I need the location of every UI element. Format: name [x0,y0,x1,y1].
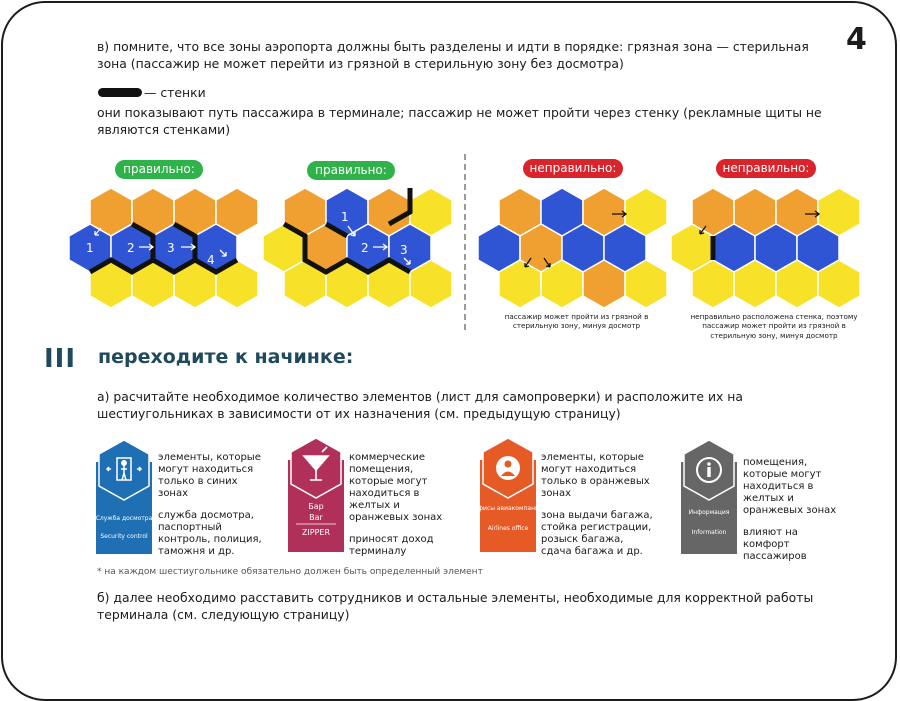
footnote: * на каждом шестиугольнике обязательно должен быть определенный элемент [97,567,483,577]
verdict-badge-1: правильно: [115,160,203,179]
step-label: 1 [341,210,349,224]
verdict-badge-4: неправильно: [716,159,816,178]
security-description: элементы, которые могут находиться только в синих зонах служба досмотра, паспортный контроль, полиция, таможня и др. [158,452,262,557]
wall-legend-label: — стенки [144,85,206,100]
card-label-en: Bar [309,513,323,522]
hex-diagram-2 [263,188,452,308]
card-label-en: Airlines office [487,525,529,532]
step-label: 1 [86,241,94,255]
caption-wrong-1: пассажир может пройти из грязной в стерильную зону, минуя досмотр [504,312,649,331]
page-number: 4 [846,22,867,57]
step-label: 4 [207,253,215,267]
task-a: а) расчитайте необходимое количество элементов (лист для самопроверки) и расположите их на шестиугольниках в зависимости от их назначения (см. предыдущую страницу) [97,389,744,421]
airlines-card [473,434,543,554]
card-label: Бар [308,502,324,511]
bar-card [286,434,346,554]
card-brand: ZIPPER [301,528,331,537]
card-label: Информация [688,509,730,516]
card-label-en: Security control [100,533,148,540]
hex-diagram-3 [478,188,667,308]
section-title: переходите к начинке: [98,346,354,368]
hex-diagram-4 [671,188,860,308]
card-label: Служба досмотра [95,515,153,522]
step-label: 2 [127,241,135,255]
caption-wrong-2: неправильно расположена стенка, поэтому пассажир может пройти из грязной в стерильную зону, минуя досмотр [690,312,858,340]
hex-diagrams [0,0,900,340]
step-label: 2 [361,241,369,255]
walls-description: они показывают путь пассажира в терминале; пассажир не может пройти через стенку (рекламные щиты не являются стенками) [97,105,822,137]
hex-diagram-1 [69,188,258,308]
person-icon [496,456,520,480]
section-number: III [44,344,77,374]
card-label: Офисы авиакомпаний [473,505,543,512]
airlines-description: элементы, которые могут находиться только в оранжевых зонах зона выдачи багажа, стойка регистрации, розыск багажа, сдача багажа и др. [541,452,653,557]
info-card [679,436,739,556]
step-label: 3 [400,243,408,257]
intro-paragraph: в) помните, что все зоны аэропорта должны быть разделены и идти в порядке: грязная зона — стерильная зона (пассажир не может перейти из грязной в стерильную зону без досмотра) [97,39,809,71]
step-label: 3 [167,241,175,255]
info-description: помещения, которые могут находиться в желтых и оранжевых зонах влияют на комфорт пассажиров [743,457,837,562]
verdict-badge-2: правильно: [307,161,395,180]
verdict-badge-3: неправильно: [523,159,623,178]
card-label-en: Information [691,529,727,536]
security-card [94,436,154,556]
bar-description: коммерческие помещения, которые могут находиться в желтых и оранжевых зонах приносят доход терминалу [349,452,443,557]
task-b: б) далее необходимо расставить сотрудников и остальные элементы, необходимые для корректной работы терминала (см. следующую страницу) [97,590,814,622]
